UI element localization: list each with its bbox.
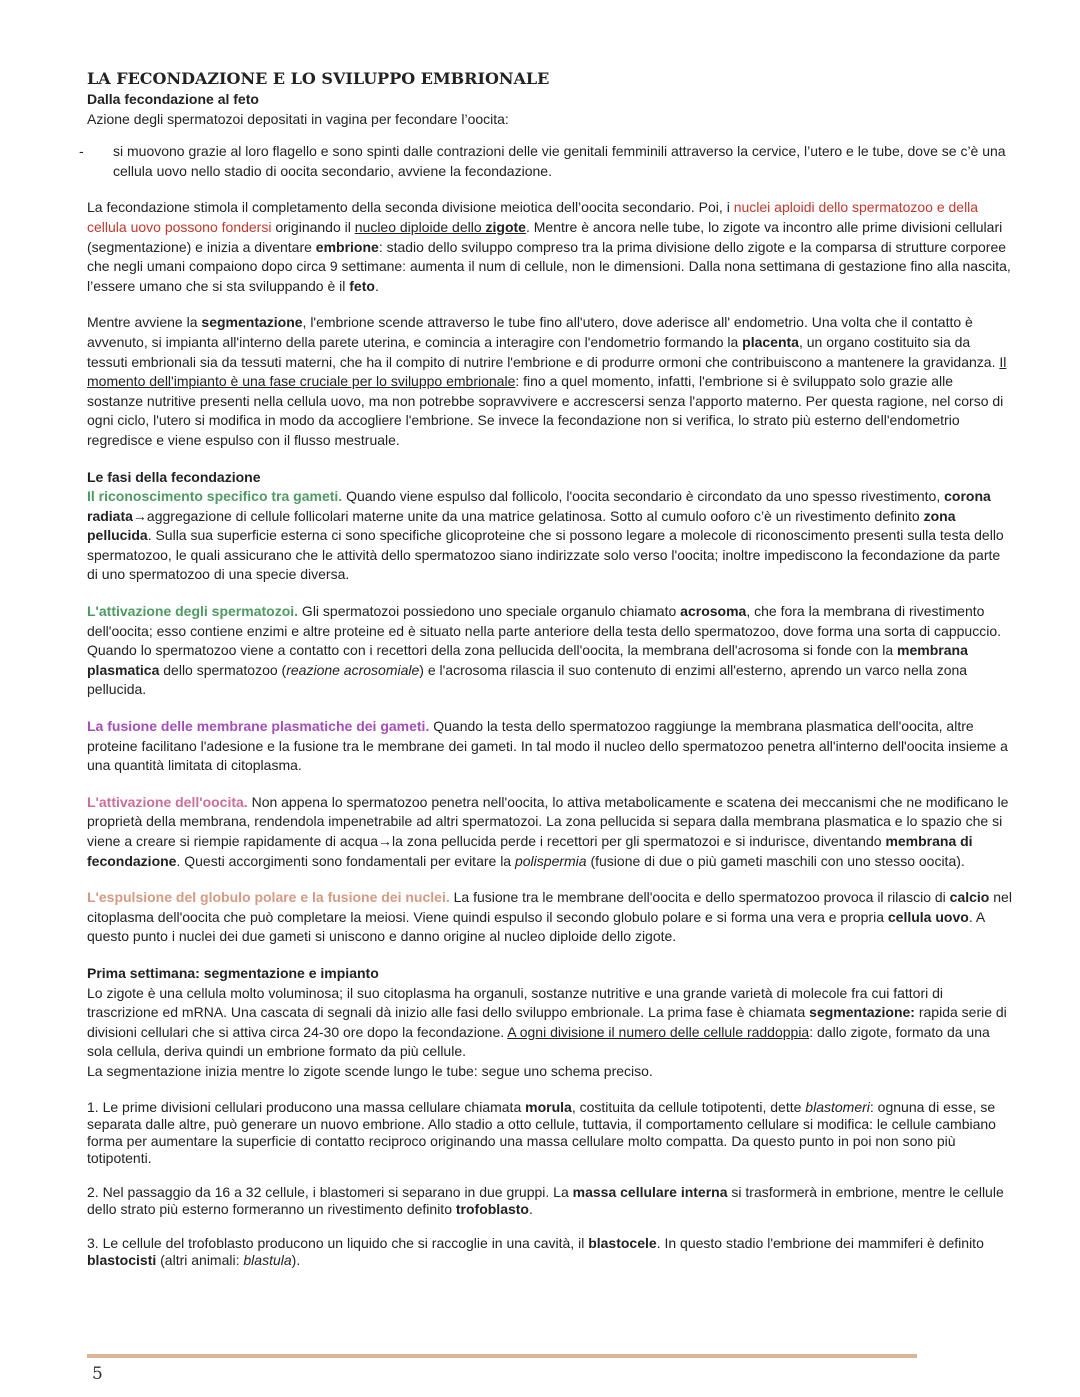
- document-page: [87, 68, 1012, 1269]
- paragraph-fusione-membrane: La fusione delle membrane plasmatiche dei gameti. Quando la testa dello spermatozoo raggiunge la membrana plasmatica dell'oocita, altre proteine facilitano l'adesione e la fusione tra le membrane dei gameti. In tal modo il nucleo dello spermatozoo penetra all'interno dell'oocita insieme a una quantità limitata di citoplasma.: [87, 718, 1008, 774]
- numbered-item-1: 1. Le prime divisioni cellulari producono una massa cellulare chiamata morula, costituita da cellule totipotenti, dette blastomeri: ognuna di esse, se separata dalle altre, può generare un nuovo embrione. Allo stadio a otto cellule, tuttavia, il comportamento cellulare si modifica: le cellule cambiano forma per aumentare la superficie di contatto reciproco originando una massa cellulare molto compatta. Da questo punto in poi non sono più totipotenti.: [87, 1098, 996, 1166]
- page-title: LA FECONDAZIONE E LO SVILUPPO EMBRIONALE: [87, 69, 550, 88]
- paragraph-espulsione: L'espulsione del globulo polare e la fusione dei nuclei. La fusione tra le membrane dell'oocita e dello spermatozoo provoca il rilascio di calcio nel citoplasma dell'oocita che può completare la meiosi. Viene quindi espulso il secondo globulo polare e si forma una vera e propria cellula uovo. A questo punto i nuclei dei due gameti si uniscono e danno origine al nucleo diploide dello zigote.: [87, 889, 1012, 945]
- page-number: 5: [92, 1364, 103, 1384]
- section-heading-fecondazione-feto: Dalla fecondazione al feto: [87, 91, 259, 107]
- paragraph-segmentazione: La segmentazione inizia mentre lo zigote scende lungo le tube: segue uno schema preciso.: [87, 1062, 653, 1079]
- paragraph-zigote: Lo zigote è una cellula molto voluminosa; il suo citoplasma ha organuli, sostanze nutritive e una grande varietà di molecole fra cui fattori di trascrizione ed mRNA. Una cascata di segnali dà inizio alle fasi dello sviluppo embrionale. La prima fase è chiamata segmentazione: rapida serie di divisioni cellulari che si attiva circa 24-30 ore dopo la fecondazione. A ogni divisione il numero delle cellule raddoppia: dallo zigote, formato da una sola cellula, deriva quindi un embrione formato da più cellule.: [87, 984, 1007, 1060]
- numbered-item-3: 3. Le cellule del trofoblasto producono un liquido che si raccoglie in una cavità, il blastocele. In questo stadio l'embrione dei mammiferi è definito blastocisti (altri animali: blastula).: [87, 1234, 984, 1268]
- bullet-list: [87, 142, 1012, 181]
- paragraph-attivazione-spermatozoi: L'attivazione degli spermatozoi. Gli spermatozoi possiedono uno speciale organulo chiamato acrosoma, che fora la membrana di rivestimento dell'oocita; esso contiene enzimi e altre proteine ed è situato nella parte anteriore della testa dello spermatozoo, dove forma una sorta di cappuccio. Quando lo spermatozoo viene a contatto con i recettori della zona pellucida dell'oocita, la membrana dell'acrosoma si fonde con la membrana plasmatica dello spermatozoo (reazione acrosomiale) e l'acrosoma rilascia il suo contenuto di enzimi all'esterno, aprendo un varco nella zona pellucida.: [87, 603, 1001, 698]
- list-item: - si muovono grazie al loro flagello e sono spinti dalle contrazioni delle vie genitali femminili attraverso la cervice, l’utero e le tube, dove se c’è una cellula uovo nello stadio di oocita secondario, avviene la fecondazione.: [87, 142, 1012, 181]
- numbered-item-2: 2. Nel passaggio da 16 a 32 cellule, i blastomeri si separano in due gruppi. La massa cellulare interna si trasformerà in embrione, mentre le cellule dello strato più esterno formeranno un rivestimento definito trofoblasto.: [87, 1183, 1004, 1217]
- footer-divider: [87, 1354, 917, 1358]
- paragraph-impianto: Mentre avviene la segmentazione, l'embrione scende attraverso le tube fino all'utero, dove aderisce all' endometrio. Una volta che il contatto è avvenuto, si impianta all'interno della parete uterina, e comincia a interagire con l'endometrio formando la placenta, un organo costituito sia da tessuti embrionali sia da tessuti materni, che ha il compito di nutrire l'embrione e di produrre ormoni che contribuiscono a mantenere la gravidanza. Il momento dell'impianto è una fase cruciale per lo sviluppo embrionale: fino a quel momento, infatti, l'embrione si è sviluppato solo grazie alle sostanze nutritive presenti nella cellula uovo, ma non potrebbe sopravvivere e accrescersi senza l'apporto materno. Per questa ragione, nel corso di ogni ciclo, l'utero si modifica in modo da accogliere l'embrione. Se invece la fecondazione non si verifica, lo strato più esterno dell'endometrio regredisce e viene espulso con il flusso mestruale.: [87, 314, 1007, 448]
- paragraph-riconoscimento: Il riconoscimento specifico tra gameti. Quando viene espulso dal follicolo, l'oocita secondario è circondato da uno spesso rivestimento, corona radiata→aggregazione di cellule follicolari materne unite da una matrice gelatinosa. Sotto al cumulo ooforo c’è un rivestimento definito zona pellucida. Sulla sua superficie esterna ci sono specifiche glicoproteine che si possono legare a molecole di riconoscimento presenti sulla testa dello spermatozoo, le quali assicurano che le attività dello spermatozoo siano indirizzate solo verso l'oocita; inoltre impediscono la fecondazione da parte di uno spermatozoo di una specie diversa.: [87, 488, 1004, 583]
- section-heading-prima-settimana: Prima settimana: segmentazione e impianto: [87, 964, 379, 981]
- intro-paragraph: Azione degli spermatozoi depositati in vagina per fecondare l’oocita:: [87, 110, 509, 127]
- section-heading-fasi: Le fasi della fecondazione: [87, 468, 261, 485]
- paragraph-attivazione-oocita: L'attivazione dell'oocita. Non appena lo spermatozoo penetra nell'oocita, lo attiva metabolicamente e scatena dei meccanismi che ne modificano le proprietà della membrana, rendendola impenetrabile ad altri spermatozoi. La zona pellucida si separa dalla membrana plasmatica e lo spazio che si viene a creare si riempie rapidamente di acqua→la zona pellucida perde i recettori per gli spermatozoi e si indurisce, diventando membrana di fecondazione. Questi accorgimenti sono fondamentali per evitare la polispermia (fusione di due o più gameti maschili con uno stesso oocita).: [87, 793, 1009, 869]
- paragraph-fecondazione: La fecondazione stimola il completamento della seconda divisione meiotica dell’oocita secondario. Poi, i nuclei aploidi dello spermatozoo e della cellula uovo possono fondersi originando il nucleo diploide dello zigote. Mentre è ancora nelle tube, lo zigote va incontro alle prime divisioni cellulari (segmentazione) e inizia a diventare embrione: stadio dello sviluppo compreso tra la prima divisione dello zigote e la comparsa di strutture corporee che negli umani compaiono dopo circa 9 settimane: aumenta il num di cellule, non le dimensioni. Dalla nona settimana di gestazione fino alla nascita, l’essere umano che si sta sviluppando è il feto.: [87, 199, 1011, 294]
